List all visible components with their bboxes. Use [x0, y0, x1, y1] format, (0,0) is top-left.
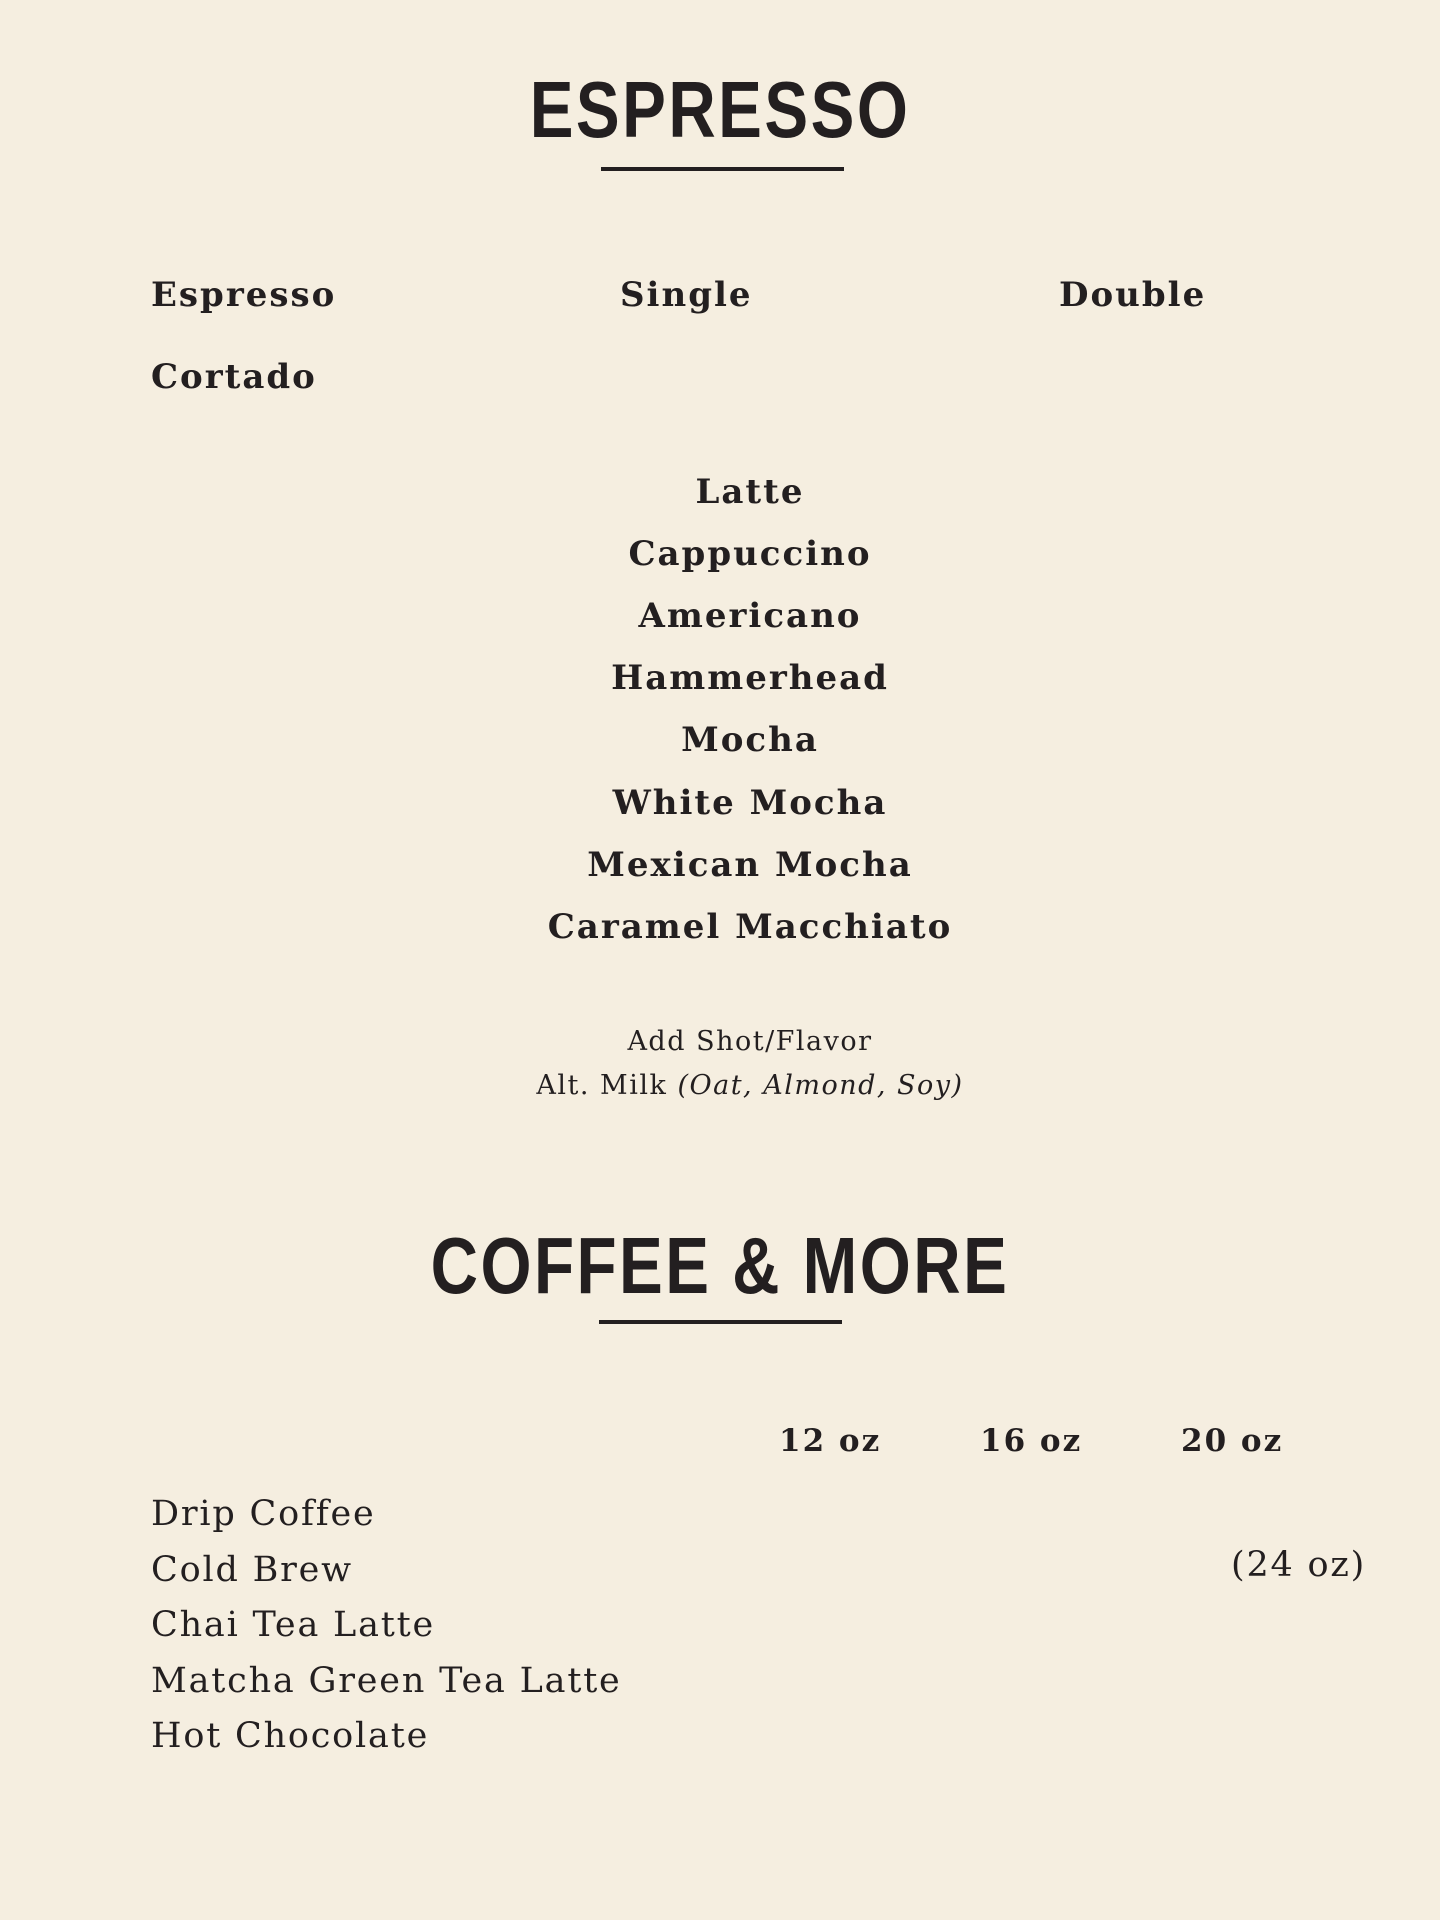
size-header-12oz: 12 oz: [779, 1423, 882, 1459]
add-shot-flavor-note: Add Shot/Flavor: [627, 1026, 873, 1057]
alt-milk-note: [0, 1069, 1440, 1103]
menu-item: Hot Chocolate: [151, 1716, 430, 1756]
menu-item: Cold Brew: [151, 1550, 353, 1590]
size-header-20oz: 20 oz: [1181, 1423, 1284, 1459]
coffee-more-section-title: COFFEE & MORE: [430, 1221, 1010, 1310]
cortado-item: Cortado: [151, 357, 317, 397]
drink-item: Mocha: [681, 720, 819, 760]
espresso-title-underline: [601, 167, 844, 171]
menu-item: Drip Coffee: [151, 1494, 376, 1534]
menu-item: Matcha Green Tea Latte: [151, 1661, 622, 1701]
drink-item: Latte: [695, 472, 805, 512]
menu-item: Chai Tea Latte: [151, 1605, 435, 1645]
drink-item: Caramel Macchiato: [547, 907, 953, 947]
single-column-header: Single: [620, 275, 753, 315]
cold-brew-size-note: (24 oz): [1231, 1545, 1367, 1585]
drink-item: White Mocha: [612, 783, 888, 823]
alt-milk-options: (Oat, Almond, Soy): [677, 1070, 964, 1101]
alt-milk-label: Alt. Milk: [536, 1070, 668, 1101]
drink-item: Mexican Mocha: [587, 845, 913, 885]
double-column-header: Double: [1059, 275, 1207, 315]
drink-item: Americano: [638, 596, 862, 636]
espresso-item-label: Espresso: [151, 275, 337, 315]
espresso-section-title: ESPRESSO: [529, 65, 911, 154]
coffee-more-title-underline: [599, 1320, 842, 1324]
size-header-16oz: 16 oz: [980, 1423, 1083, 1459]
drink-item: Cappuccino: [628, 534, 872, 574]
drink-item: Hammerhead: [611, 658, 889, 698]
